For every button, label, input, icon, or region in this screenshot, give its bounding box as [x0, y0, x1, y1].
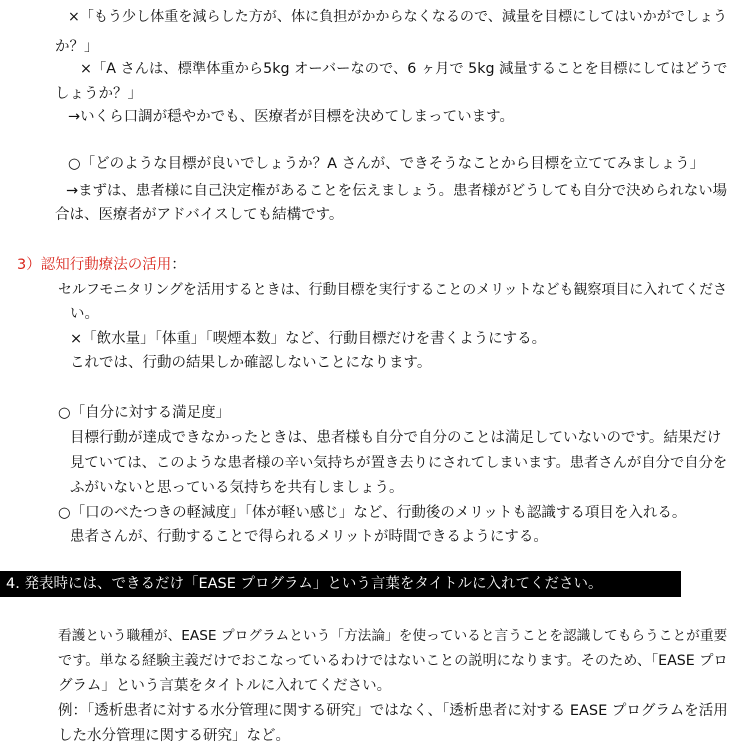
section-heading-text: 3）認知行動療法の活用	[17, 257, 172, 273]
bad-example-line: しょうか？」	[55, 86, 142, 102]
bad-example-line: ×「A さんは、標準体重から5kg オーバーなので、6 ヶ月で 5kg 減量することを目標にしてはどうで	[80, 61, 728, 77]
bad-example-line: ×「飲水量」「体重」「喫煙本数」など、行動目標だけを書くようにする。	[70, 331, 547, 347]
commentary-line: →まずは、患者様に自己決定権があることを伝えましょう。患者様がどうしても自分で決められない場	[66, 183, 728, 199]
body-line: 看護という職種が、EASE プログラムという「方法論」を使っていると言うことを認識してもらうことが重要	[58, 628, 728, 644]
body-line: 目標行動が達成できなかったときは、患者様も自分で自分のことは満足していないのです。結果だけ	[70, 430, 722, 446]
example-line: した水分管理に関する研究」など。	[58, 728, 290, 744]
example-line: 例：「透析患者に対する水分管理に関する研究」ではなく、「透析患者に対する EASE プログラムを活用	[58, 703, 728, 719]
body-line: ふがいないと思っている気持ちを共有しましょう。	[70, 480, 404, 496]
good-example-line: ○「どのような目標が良いでしょうか？A さんが、できそうなことから目標を立ててみましょう」	[68, 156, 705, 172]
body-line: グラム」という言葉をタイトルに入れてください。	[58, 678, 392, 694]
bad-example-line: か？」	[55, 39, 99, 55]
section-heading	[17, 254, 186, 276]
body-line: 患者さんが、行動することで得られるメリットが時間できるようにする。	[70, 529, 548, 545]
good-example-line: ○「口のべたつきの軽減度」「体が軽い感じ」など、行動後のメリットも認識する項目を入れる。	[58, 505, 687, 521]
commentary-line: →いくら口調が穏やかでも、医療者が目標を決めてしまっています。	[68, 109, 514, 125]
section-heading-bar	[0, 571, 681, 597]
commentary-line: 合は、医療者がアドバイスしても結構です。	[55, 207, 344, 223]
bad-example-line: ×「もう少し体重を減らした方が、体に負担がかからなくなるので、減量を目標にしてはいかがでしょう	[68, 9, 728, 25]
section-heading-text: 4. 発表時には、できるだけ「EASE プログラム」という言葉をタイトルに入れてください。	[6, 576, 603, 592]
body-line: い。	[70, 306, 99, 322]
body-line: 見ていては、このような患者様の辛い気持ちが置き去りにされてしまいます。患者さんが自分で自分を	[70, 455, 728, 471]
commentary-line: これでは、行動の結果しか確認しないことになります。	[70, 355, 432, 371]
good-example-line: ○「自分に対する満足度」	[58, 405, 231, 421]
section-heading-colon: ：	[171, 257, 186, 273]
body-line: セルフモニタリングを活用するときは、行動目標を実行することのメリットなども観察項目に入れてくださ	[58, 282, 728, 298]
body-line: です。単なる経験主義だけでおこなっているわけではないことの説明になります。そのため、「EASE プロ	[58, 653, 728, 669]
